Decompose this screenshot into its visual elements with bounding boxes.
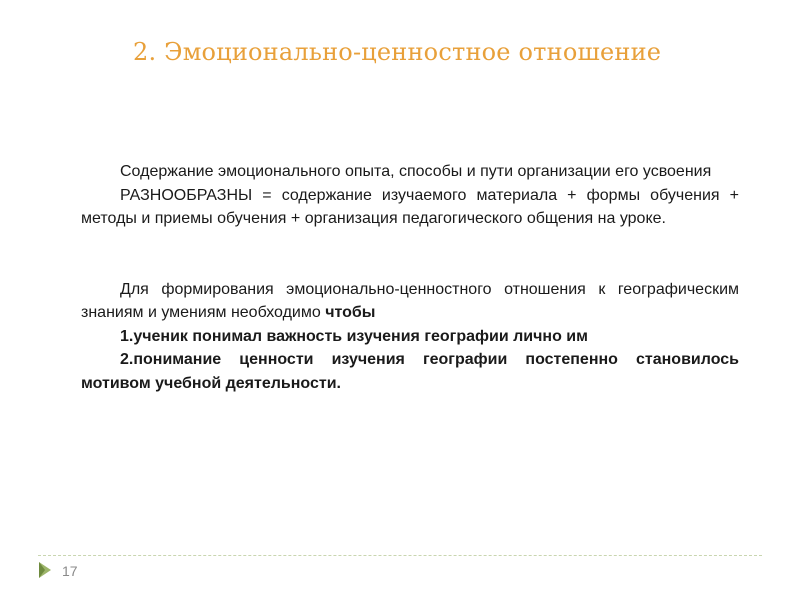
paragraph-3-bold: чтобы bbox=[325, 304, 376, 321]
list-item-2: 2.понимание ценности изучения географии постепенно становилось мотивом учебной деятельности. bbox=[81, 351, 739, 392]
slide-body bbox=[81, 160, 739, 395]
content-paragraph-2: РАЗНООБРАЗНЫ = содержание изучаемого материала + формы обучения + методы и приемы обучения + организация педагогического общения на уроке. bbox=[81, 186, 739, 227]
footer-arrow-icon bbox=[38, 561, 52, 579]
slide-title: 2. Эмоционально-ценностное отношение bbox=[133, 38, 662, 66]
paragraph-3-text: Для формирования эмоционально-ценностного отношения к географическим знаниям и умениям необходимо bbox=[81, 280, 739, 321]
list-item-1: 1.ученик понимал важность изучения географии лично им bbox=[120, 327, 588, 345]
paragraph-spacer bbox=[81, 231, 739, 278]
footer-divider bbox=[38, 555, 762, 556]
content-paragraph-3 bbox=[81, 278, 739, 325]
content-paragraph-1: Содержание эмоционального опыта, способы и пути организации его усвоения bbox=[120, 163, 712, 180]
page-number: 17 bbox=[62, 563, 78, 579]
